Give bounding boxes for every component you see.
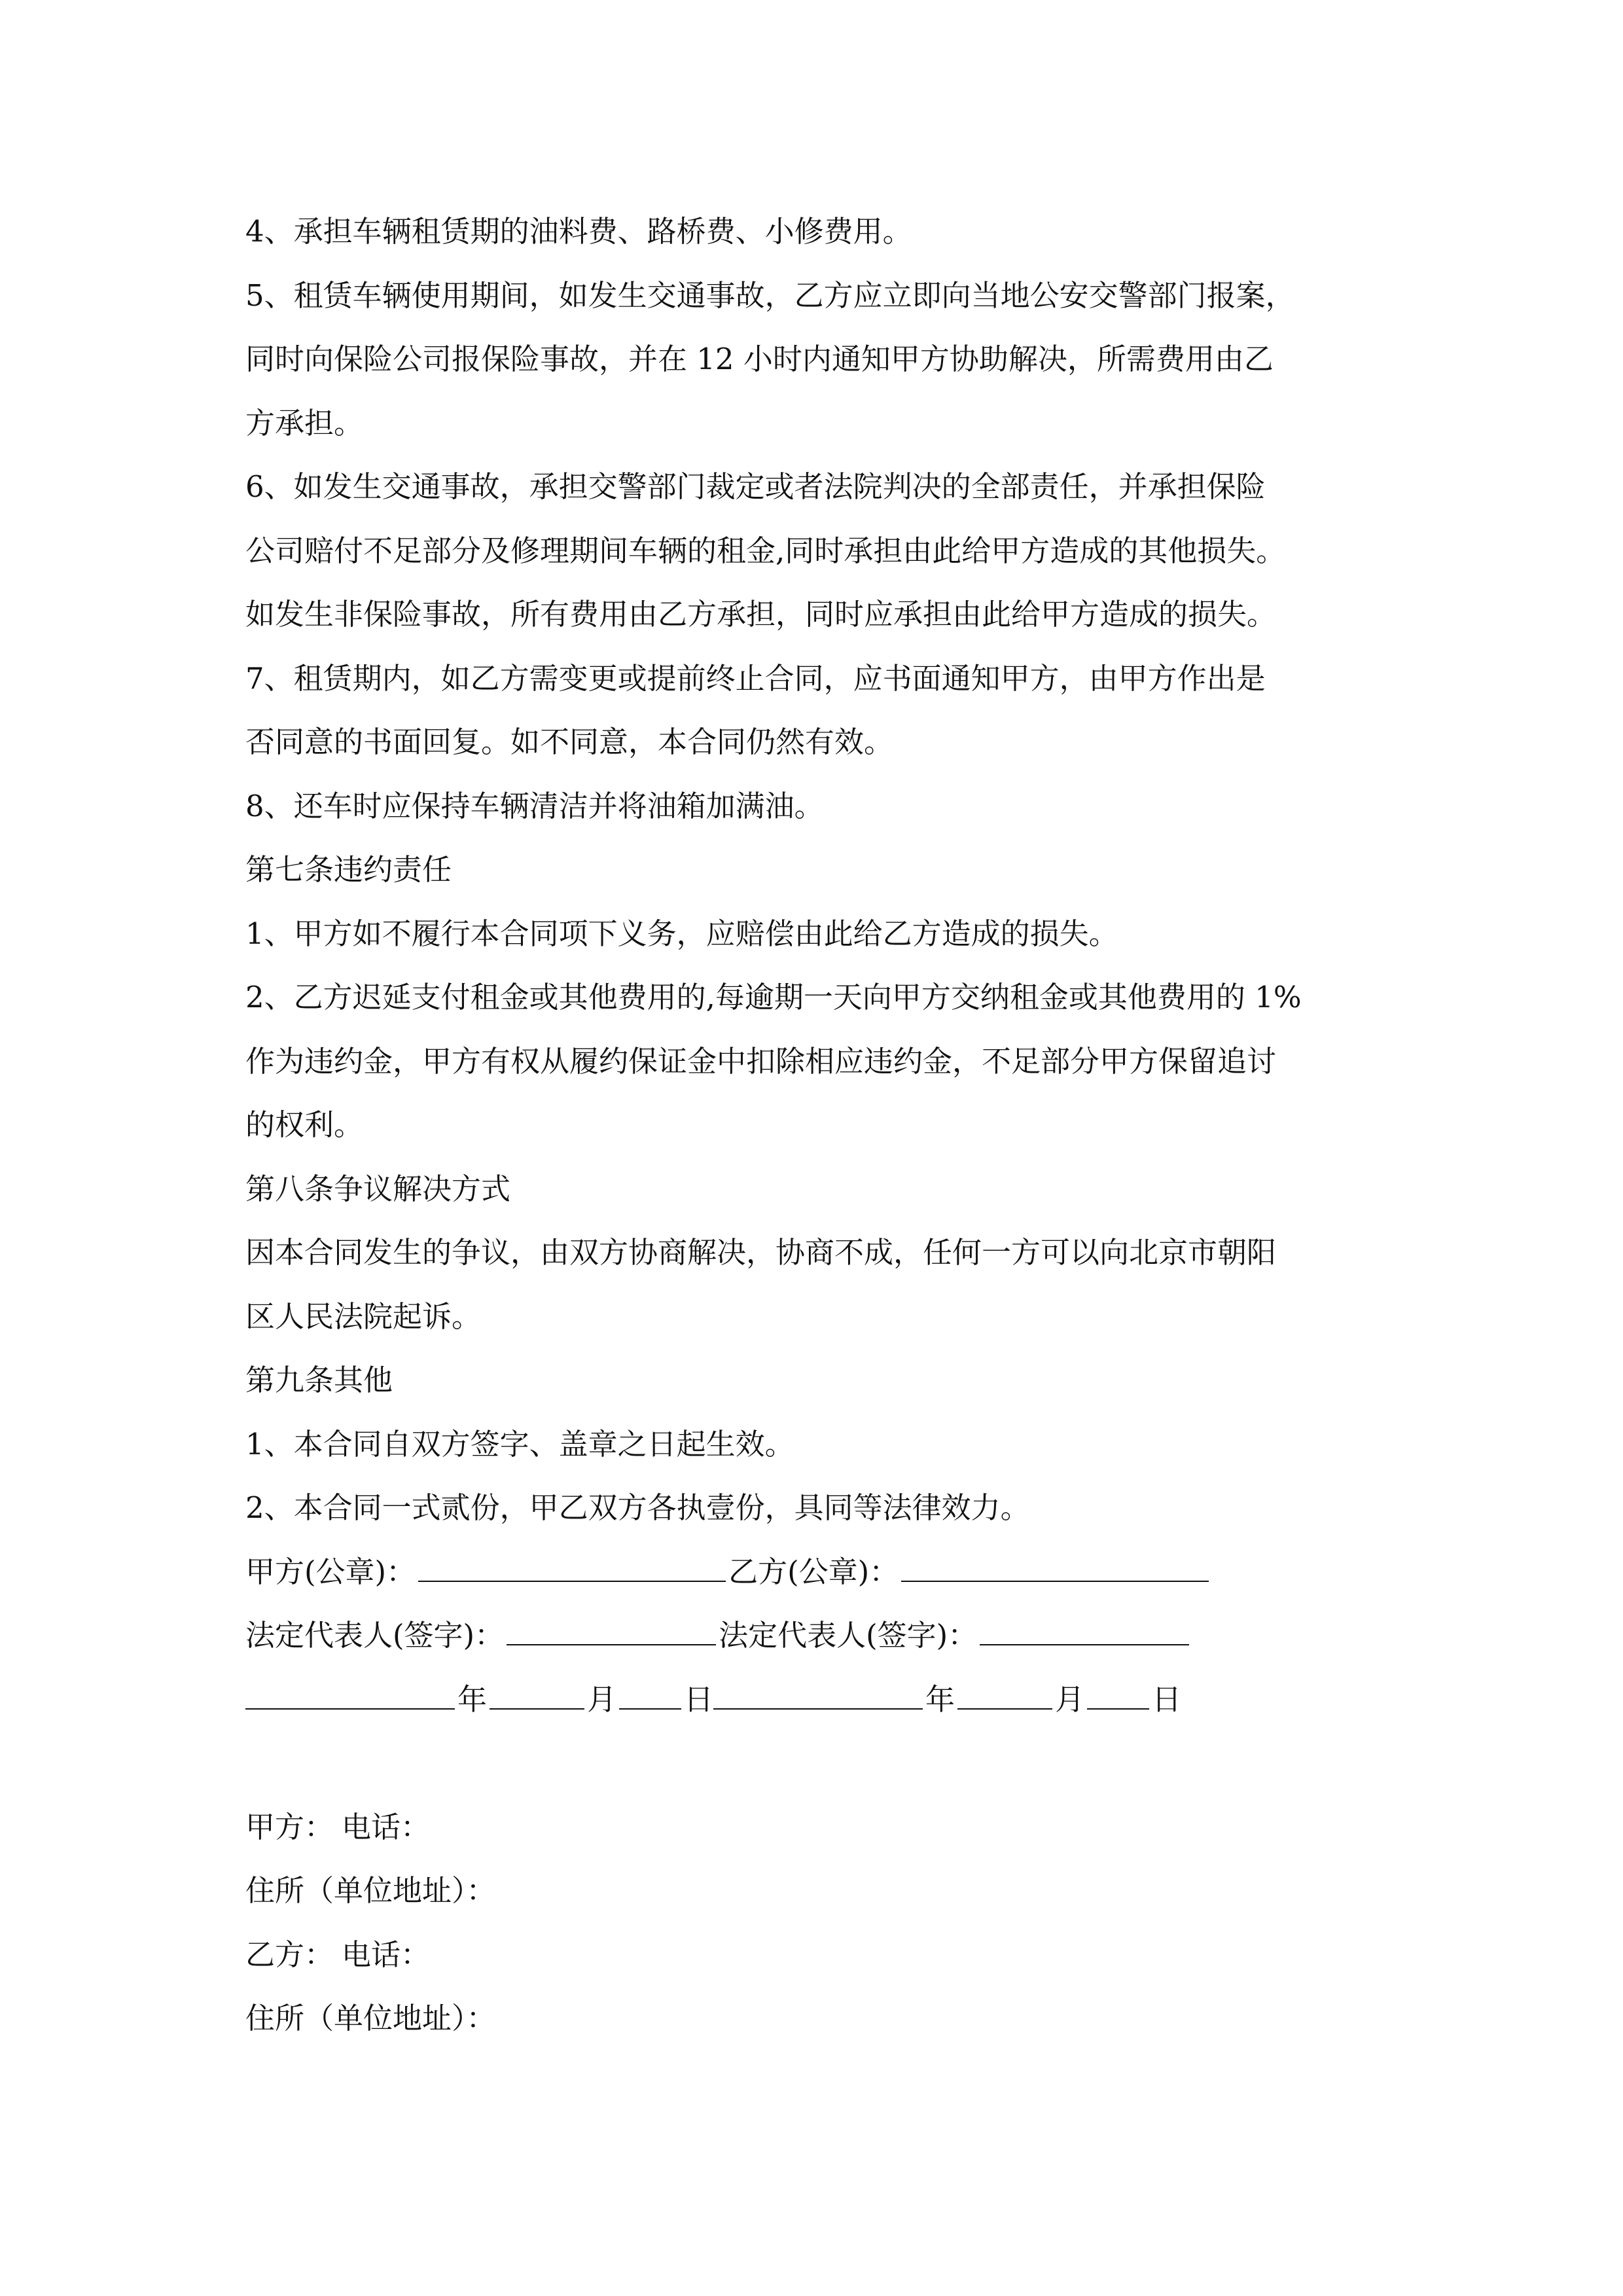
year-label-b: 年: [925, 1681, 955, 1717]
article-7-heading: 第七条违约责任: [245, 852, 452, 887]
clause-6-line-1: 6、如发生交通事故，承担交警部门裁定或者法院判决的全部责任，并承担保险: [245, 469, 1266, 504]
article-9-clause-1: 1、本合同自双方签字、盖章之日起生效。: [245, 1426, 794, 1462]
contract-body: [245, 200, 1404, 2051]
representative-row: [245, 1604, 1404, 1668]
article-8-line-1: 因本合同发生的争议，由双方协商解决，协商不成，任何一方可以向北京市朝阳: [245, 1235, 1277, 1270]
party-b-day-blank[interactable]: [1087, 1679, 1149, 1710]
clause-4: 4、承担车辆租赁期的油料费、路桥费、小修费用。: [245, 214, 912, 249]
clause-5-line-3: 方承担。: [245, 405, 364, 440]
party-a-label: 甲方：: [245, 1809, 334, 1844]
party-a-contact-row: [245, 1795, 1404, 1859]
day-label-a: 日: [684, 1681, 714, 1717]
party-b-contact-row: [245, 1923, 1404, 1987]
party-a-rep-label: 法定代表人(签字)：: [245, 1618, 505, 1653]
party-b-address: 住所（单位地址）：: [245, 2001, 496, 2036]
article-9-heading: 第九条其他: [245, 1363, 393, 1397]
clause-6-line-3: 如发生非保险事故，所有费用由乙方承担，同时应承担由此给甲方造成的损失。: [245, 597, 1277, 632]
party-a-day-blank[interactable]: [619, 1679, 681, 1710]
party-b-phone-label: 电话：: [342, 1937, 431, 1972]
clause-5-line-1: 5、租赁车辆使用期间，如发生交通事故，乙方应立即向当地公安交警部门报案，: [245, 278, 1295, 313]
party-a-rep-blank[interactable]: [507, 1615, 716, 1645]
party-a-seal-blank[interactable]: [418, 1552, 726, 1582]
article-7-clause-1: 1、甲方如不履行本合同项下义务，应赔偿由此给乙方造成的损失。: [245, 916, 1118, 951]
party-b-month-blank[interactable]: [957, 1679, 1052, 1710]
seal-row: [245, 1540, 1404, 1604]
party-a-phone-label: 电话：: [342, 1809, 431, 1844]
day-label-b: 日: [1152, 1681, 1182, 1717]
party-b-rep-label: 法定代表人(签字)：: [719, 1618, 978, 1653]
date-row: [245, 1668, 1404, 1732]
article-8-line-2: 区人民法院起诉。: [245, 1299, 482, 1334]
article-7-clause-2-line-3: 的权利。: [245, 1107, 364, 1142]
article-7-clause-2-line-2: 作为违约金，甲方有权从履约保证金中扣除相应违约金，不足部分甲方保留追讨: [245, 1043, 1277, 1079]
party-b-label: 乙方：: [245, 1937, 334, 1972]
party-a-year-blank[interactable]: [245, 1679, 455, 1710]
party-b-seal-label: 乙方(公章)：: [728, 1554, 899, 1589]
month-label-a: 月: [587, 1681, 617, 1717]
party-b-rep-blank[interactable]: [980, 1615, 1189, 1645]
party-b-seal-blank[interactable]: [901, 1552, 1209, 1582]
article-8-heading: 第八条争议解决方式: [245, 1171, 511, 1206]
article-9-clause-2: 2、本合同一式贰份，甲乙双方各执壹份，具同等法律效力。: [245, 1490, 1030, 1525]
clause-7-line-2: 否同意的书面回复。如不同意，本合同仍然有效。: [245, 725, 894, 759]
party-a-month-blank[interactable]: [490, 1679, 584, 1710]
article-7-clause-2-line-1: 2、乙方迟延支付租金或其他费用的,每逾期一天向甲方交纳租金或其他费用的 1%: [245, 980, 1302, 1014]
month-label-b: 月: [1055, 1681, 1085, 1717]
spacer: [245, 1731, 1404, 1795]
clause-8: 8、还车时应保持车辆清洁并将油箱加满油。: [245, 788, 824, 823]
clause-7-line-1: 7、租赁期内，如乙方需变更或提前终止合同，应书面通知甲方，由甲方作出是: [245, 660, 1266, 696]
clause-5-line-2: 同时向保险公司报保险事故，并在 12 小时内通知甲方协助解决，所需费用由乙: [245, 342, 1274, 376]
party-b-year-blank[interactable]: [713, 1679, 923, 1710]
party-a-seal-label: 甲方(公章)：: [245, 1554, 416, 1589]
year-label-a: 年: [457, 1681, 488, 1717]
clause-6-line-2: 公司赔付不足部分及修理期间车辆的租金,同时承担由此给甲方造成的其他损失。: [245, 533, 1286, 568]
party-a-address: 住所（单位地址）：: [245, 1873, 496, 1908]
